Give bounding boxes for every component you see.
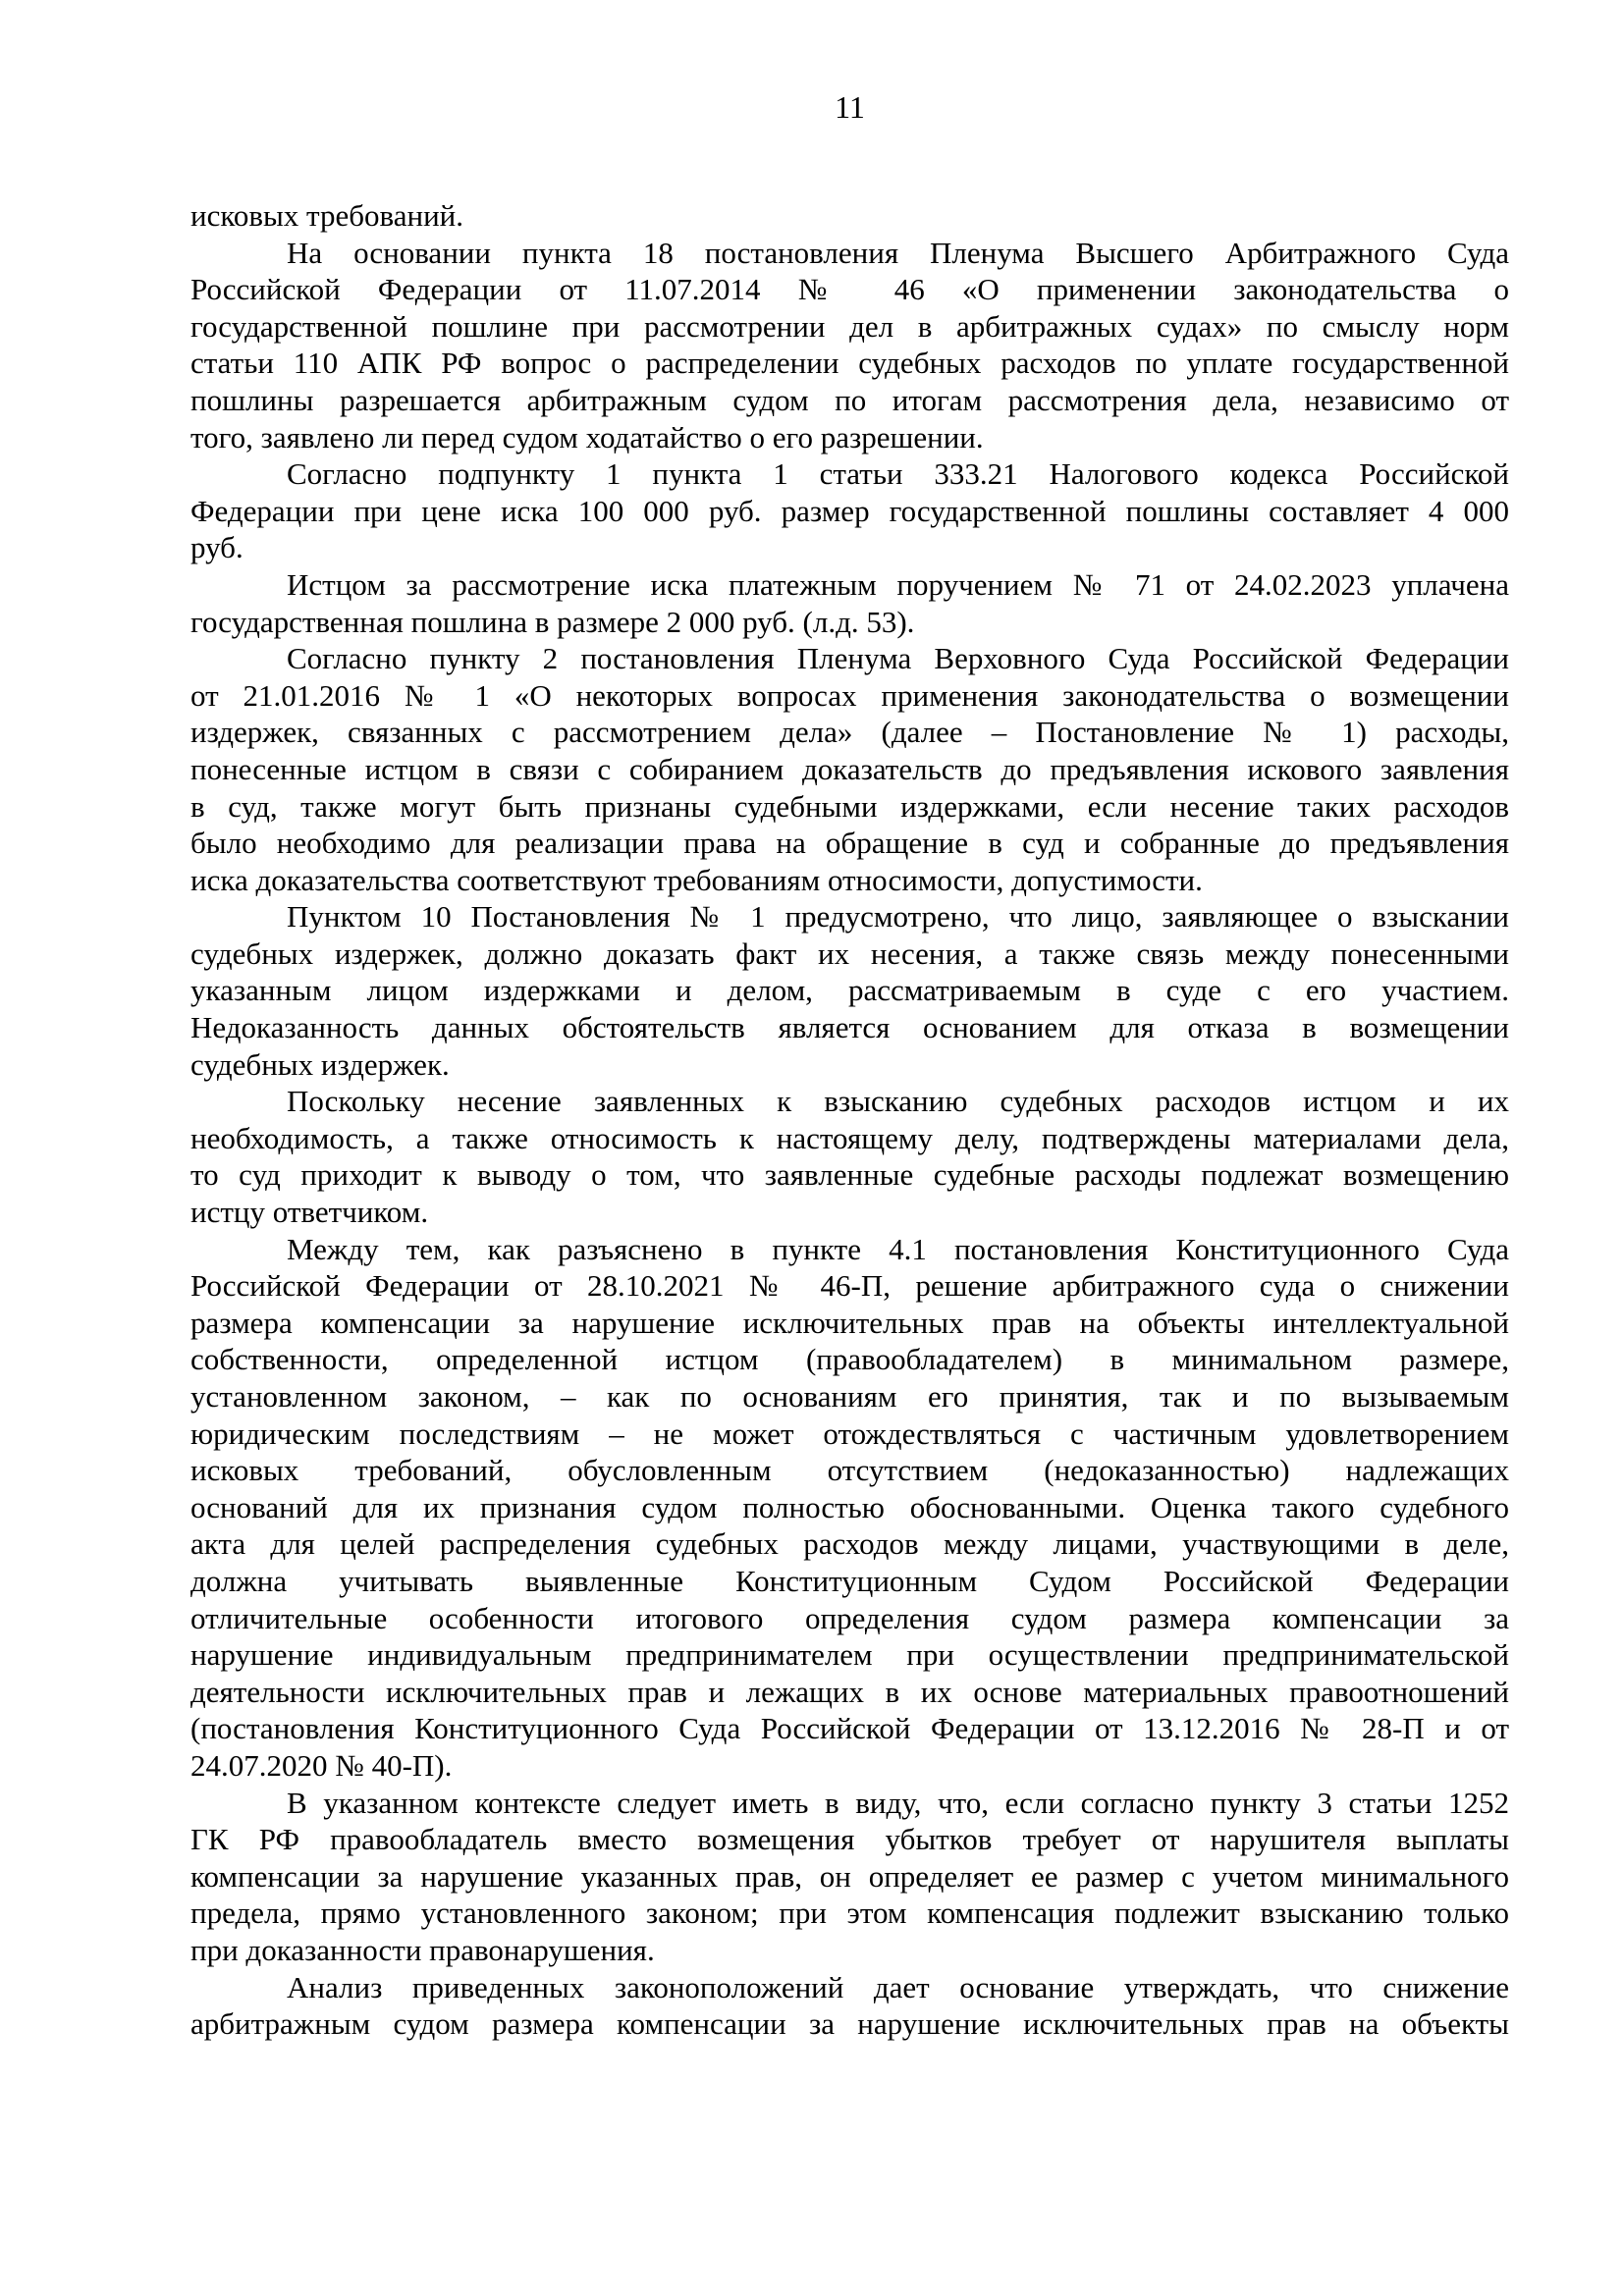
text-line: необходимость, а также относимость к настоящему делу, подтверждены материалами дела, (190, 1120, 1509, 1155)
text-line: Поскольку несение заявленных к взысканию судебных расходов истцом и их (287, 1084, 1509, 1119)
text-line: иска доказательства соответствуют требованиям относимости, допустимости. (190, 862, 1203, 897)
paragraph (190, 455, 1509, 566)
text-line: Недоказанность данных обстоятельств является основанием для отказа в возмещении (190, 1010, 1509, 1045)
text-line: при доказанности правонарушения. (190, 1932, 655, 1967)
text-line: Согласно пункту 2 постановления Пленума Верховного Суда Российской Федерации (287, 641, 1509, 676)
text-line: должна учитывать выявленные Конституционным Судом Российской Федерации (190, 1563, 1509, 1598)
text-line: Российской Федерации от 28.10.2021 № 46-П, решение арбитражного суда о снижении (190, 1268, 1509, 1304)
text-line: издержек, связанных с рассмотрением дела» (далее – Постановление № 1) расходы, (190, 715, 1509, 750)
text-line: истцу ответчиком. (190, 1195, 429, 1230)
text-line: (постановления Конституционного Суда Российской Федерации от 13.12.2016 № 28-П и от (190, 1711, 1509, 1746)
page-number: 11 (835, 89, 865, 125)
document-text (190, 197, 1509, 2043)
text-line: пошлины разрешается арбитражным судом по итогам рассмотрения дела, независимо от (190, 382, 1509, 417)
text-line: предела, прямо установленного законом; при этом компенсация подлежит взысканию только (190, 1896, 1509, 1931)
text-line: компенсации за нарушение указанных прав, он определяет ее размер с учетом минимального (190, 1858, 1509, 1894)
text-line: понесенные истцом в связи с собиранием доказательств до предъявления искового заявления (190, 751, 1509, 786)
text-line: Российской Федерации от 11.07.2014 № 46 «О применении законодательства о (190, 272, 1509, 307)
text-line: исковых требований. (190, 198, 464, 233)
text-line: отличительные особенности итогового определения судом размера компенсации за (190, 1600, 1509, 1635)
text-line: В указанном контексте следует иметь в виду, что, если согласно пункту 3 статьи 1252 (287, 1785, 1509, 1820)
paragraph (190, 1969, 1509, 2043)
text-line: Федерации при цене иска 100 000 руб. размер государственной пошлины составляет 4 000 (190, 493, 1509, 528)
text-line: ГК РФ правообладатель вместо возмещения убытков требует от нарушителя выплаты (190, 1822, 1509, 1857)
paragraph (190, 1083, 1509, 1230)
text-line: руб. (190, 530, 243, 565)
text-line: Истцом за рассмотрение иска платежным поручением № 71 от 24.02.2023 уплачена (287, 566, 1509, 602)
text-line: установленном законом, – как по основаниям его принятия, так и по вызываемым (190, 1379, 1509, 1414)
text-line: деятельности исключительных прав и лежащих в их основе материальных правоотношений (190, 1674, 1509, 1709)
text-line: Пунктом 10 Постановления № 1 предусмотрено, что лицо, заявляющее о взыскании (287, 899, 1509, 934)
text-line: 24.07.2020 № 40-П). (190, 1747, 453, 1783)
paragraph (190, 566, 1509, 640)
text-line: исковых требований, обусловленным отсутствием (недоказанностью) надлежащих (190, 1453, 1509, 1488)
text-line: было необходимо для реализации права на обращение в суд и собранные до предъявления (190, 826, 1509, 861)
text-line: государственная пошлина в размере 2 000 руб. (л.д. 53). (190, 604, 915, 639)
text-line: акта для целей распределения судебных расходов между лицами, участвующими в деле, (190, 1526, 1509, 1562)
text-line: размера компенсации за нарушение исключительных прав на объекты интеллектуальной (190, 1305, 1509, 1340)
text-line: Между тем, как разъяснено в пункте 4.1 постановления Конституционного Суда (287, 1231, 1509, 1266)
text-line: статьи 110 АПК РФ вопрос о распределении судебных расходов по уплате государственной (190, 346, 1509, 381)
paragraph (190, 197, 1509, 235)
text-line: в суд, также могут быть признаны судебными издержками, если несение таких расходов (190, 788, 1509, 824)
text-line: государственной пошлине при рассмотрении дел в арбитражных судах» по смыслу норм (190, 308, 1509, 344)
text-line: юридическим последствиям – не может отождествляться с частичным удовлетворением (190, 1415, 1509, 1451)
text-line: судебных издержек. (190, 1046, 450, 1082)
text-line: собственности, определенной истцом (правообладателем) в минимальном размере, (190, 1342, 1509, 1377)
text-line: оснований для их признания судом полностью обоснованными. Оценка такого судебного (190, 1489, 1509, 1524)
paragraph (190, 898, 1509, 1083)
text-line: На основании пункта 18 постановления Пленума Высшего Арбитражного Суда (287, 235, 1509, 270)
text-line: арбитражным судом размера компенсации за нарушение исключительных прав на объекты (190, 2006, 1509, 2042)
paragraph (190, 1785, 1509, 1969)
paragraph (190, 235, 1509, 456)
text-line: Согласно подпункту 1 пункта 1 статьи 333.21 Налогового кодекса Российской (287, 456, 1509, 492)
text-line: судебных издержек, должно доказать факт их несения, а также связь между понесенными (190, 935, 1509, 971)
text-line: от 21.01.2016 № 1 «О некоторых вопросах применения законодательства о возмещении (190, 677, 1509, 713)
text-line: то суд приходит к выводу о том, что заявленные судебные расходы подлежат возмещению (190, 1157, 1509, 1193)
text-line: нарушение индивидуальным предпринимателем при осуществлении предпринимательской (190, 1637, 1509, 1673)
text-line: указанным лицом издержками и делом, рассматриваемым в суде с его участием. (190, 973, 1509, 1008)
text-line: Анализ приведенных законоположений дает основание утверждать, что снижение (287, 1969, 1509, 2004)
text-line: того, заявлено ли перед судом ходатайство о его разрешении. (190, 419, 984, 454)
paragraph (190, 640, 1509, 898)
paragraph (190, 1231, 1509, 1785)
